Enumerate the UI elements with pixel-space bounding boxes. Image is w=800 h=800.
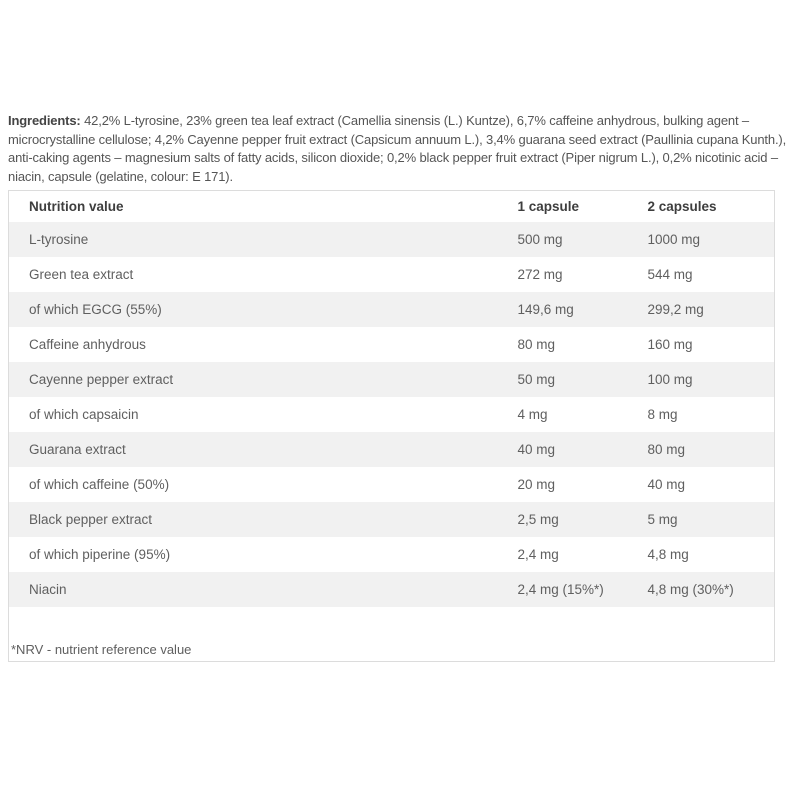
header-nutrition-value: Nutrition value: [9, 191, 518, 223]
nutrient-name: Green tea extract: [29, 267, 134, 282]
value-2-capsules: 4,8 mg: [647, 547, 689, 562]
table-row: [9, 362, 775, 397]
nutrient-name: Guarana extract: [29, 442, 126, 457]
value-1-capsule: 40 mg: [517, 442, 556, 457]
value-2-capsules: 8 mg: [647, 407, 678, 422]
value-1-capsule: 272 mg: [517, 267, 563, 282]
table-row: [9, 432, 775, 467]
value-1-capsule: 80 mg: [517, 337, 556, 352]
value-1-capsule: 50 mg: [517, 372, 556, 387]
ingredients-text: 42,2% L-tyrosine, 23% green tea leaf extract (Camellia sinensis (L.) Kuntze), 6,7% caffeine anhydrous, bulking agent – microcrystalline cellulose; 4,2% Cayenne pepper fruit extract (Capsicum annuum L.), 3,4% guarana seed extract (Paullinia cupana Kunth.), anti-caking agents – magnesium salts of fatty acids, silicon dioxide; 0,2% black pepper fruit extract (Piper nigrum L.), 0,2% nicotinic acid – niacin, capsule (gelatine, colour: E 171).: [8, 113, 787, 184]
nutrient-name: Cayenne pepper extract: [29, 372, 174, 387]
value-2-capsules: 4,8 mg (30%*): [647, 582, 734, 597]
value-1-capsule: 4 mg: [517, 407, 548, 422]
nutrient-name: Caffeine anhydrous: [29, 337, 146, 352]
value-1-capsule: 2,4 mg: [517, 547, 559, 562]
table-row: [9, 327, 775, 362]
table-row: [9, 467, 775, 502]
table-row: [9, 222, 775, 257]
nutrition-table: [8, 190, 775, 662]
nutrient-name: Niacin: [29, 582, 67, 597]
nutrient-name: L-tyrosine: [29, 232, 89, 247]
nutrient-name: of which caffeine (50%): [29, 477, 170, 492]
header-2-capsules: 2 capsules: [648, 191, 775, 223]
ingredients-paragraph: [8, 112, 794, 186]
value-2-capsules: 40 mg: [647, 477, 686, 492]
nutrient-name: of which EGCG (55%): [29, 302, 162, 317]
ingredients-label: Ingredients:: [8, 113, 81, 128]
table-header-row: [9, 191, 775, 223]
footnote-row: [9, 607, 775, 662]
nutrient-name: Black pepper extract: [29, 512, 153, 527]
value-2-capsules: 160 mg: [647, 337, 693, 352]
value-1-capsule: 149,6 mg: [517, 302, 574, 317]
table-row: [9, 502, 775, 537]
value-1-capsule: 2,4 mg (15%*): [517, 582, 604, 597]
value-2-capsules: 299,2 mg: [647, 302, 704, 317]
nutrient-name: of which piperine (95%): [29, 547, 171, 562]
value-1-capsule: 2,5 mg: [517, 512, 559, 527]
value-2-capsules: 1000 mg: [647, 232, 701, 247]
value-2-capsules: 80 mg: [647, 442, 686, 457]
table-row: [9, 292, 775, 327]
table-row: [9, 537, 775, 572]
value-2-capsules: 5 mg: [647, 512, 678, 527]
value-1-capsule: 500 mg: [517, 232, 563, 247]
value-2-capsules: 100 mg: [647, 372, 693, 387]
nrv-footnote: *NRV - nutrient reference value: [9, 607, 775, 662]
value-2-capsules: 544 mg: [647, 267, 693, 282]
header-1-capsule: 1 capsule: [518, 191, 648, 223]
table-row: [9, 397, 775, 432]
table-row: [9, 257, 775, 292]
nutrient-name: of which capsaicin: [29, 407, 139, 422]
table-row: [9, 572, 775, 607]
value-1-capsule: 20 mg: [517, 477, 556, 492]
